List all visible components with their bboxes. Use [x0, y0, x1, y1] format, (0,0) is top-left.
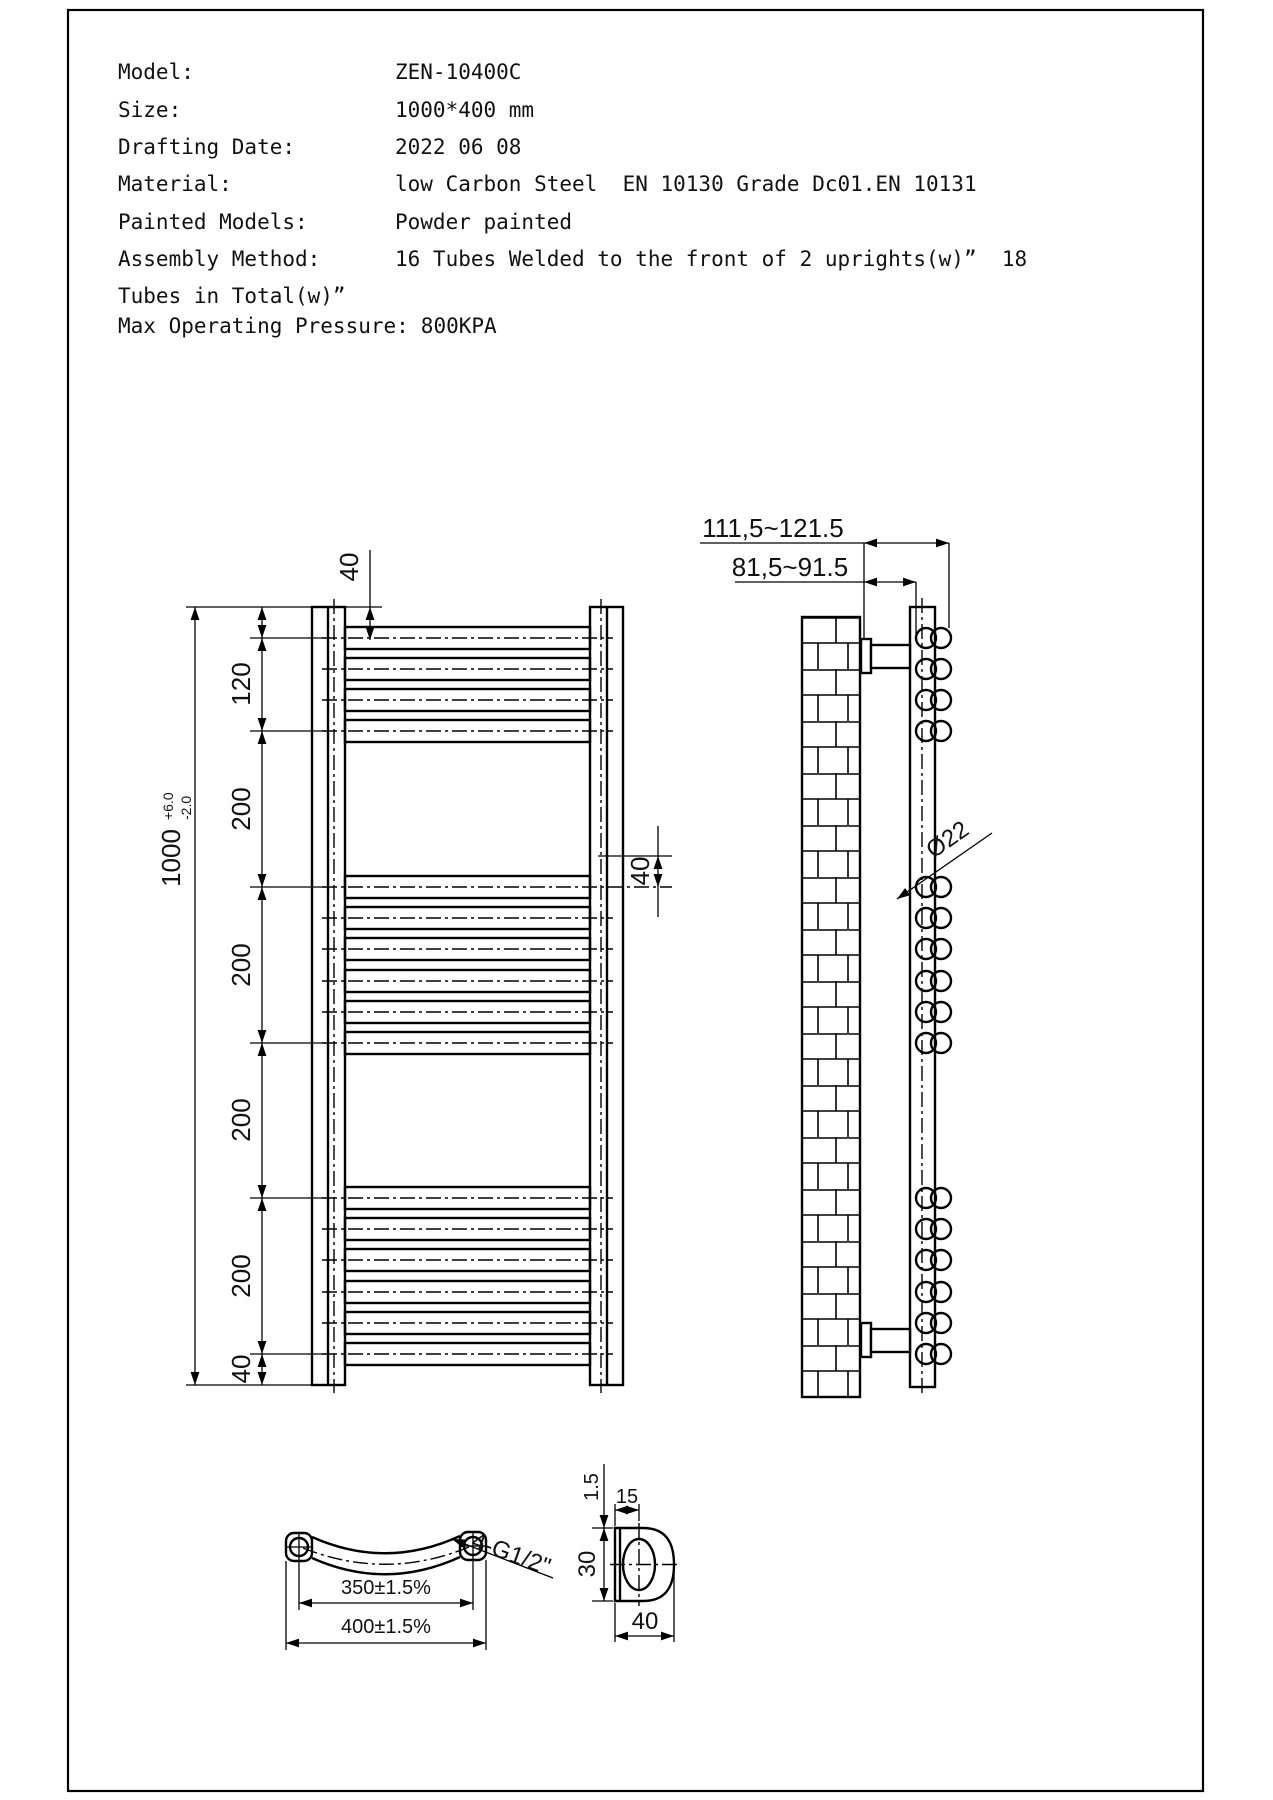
spec-label: Model:	[118, 60, 194, 84]
front-top-spacing-value: 40	[334, 552, 364, 582]
tube-diameter-label: Ø22	[921, 815, 975, 864]
detail-dim-1-5: 1.5	[581, 1473, 603, 1501]
side-view	[700, 513, 992, 1397]
chain-dim-200: 200	[226, 1254, 256, 1298]
plan-left-fitting	[286, 1533, 312, 1561]
spec-value: 16 Tubes Welded to the front of 2 uprights(w)” 18	[395, 247, 1028, 271]
spec-label: Painted Models:	[118, 210, 308, 234]
spec-value: 2022 06 08	[395, 135, 522, 159]
side-dim-wall-to-center: 81,5~91.5	[731, 552, 849, 582]
spec-label: Material:	[118, 172, 232, 196]
front-tube-group-bottom	[322, 1187, 613, 1365]
front-pitch-value: 40	[625, 856, 655, 886]
spec-label: Size:	[118, 98, 182, 122]
wall-bracket-top	[861, 639, 910, 673]
front-overall-tol-minus: -2.0	[178, 795, 194, 820]
spec-assembly-continuation: Tubes in Total(w)”	[118, 284, 346, 308]
spec-label: Assembly Method:	[118, 247, 321, 271]
plan-dim-overall: 400±1.5%	[341, 1616, 431, 1638]
wall-section	[802, 617, 860, 1397]
front-extension-lines	[186, 607, 672, 1385]
plan-dim-centres: 350±1.5%	[341, 1577, 431, 1599]
front-overall-tol-plus: +6.0	[160, 792, 176, 820]
spec-value: 1000*400 mm	[395, 98, 535, 122]
front-chain-dimensions	[226, 607, 262, 1385]
chain-dim-200: 200	[226, 943, 256, 987]
chain-dim-200: 200	[226, 787, 256, 831]
front-tube-group-top	[322, 627, 613, 742]
detail-dim-30: 30	[574, 1550, 601, 1578]
spec-label: Drafting Date:	[118, 135, 296, 159]
chain-dim-120: 120	[226, 662, 256, 706]
spec-value: ZEN-10400C	[395, 60, 522, 84]
detail-view	[574, 1464, 679, 1642]
sheet-border	[68, 10, 1203, 1791]
spec-label: Max Operating Pressure:	[118, 314, 409, 338]
front-pitch-dimension	[625, 826, 658, 917]
front-overall-dimension	[156, 607, 195, 1385]
spec-value: 800KPA	[420, 314, 497, 338]
front-overall-value: 1000	[156, 829, 186, 887]
thread-label: 4-G1/2"	[467, 1527, 555, 1581]
wall-bracket-bottom	[861, 1323, 910, 1357]
detail-dim-40: 40	[631, 1608, 659, 1635]
detail-dim-15: 15	[615, 1486, 639, 1508]
chain-dim-40: 40	[226, 1354, 256, 1384]
plan-dimensions	[286, 1527, 554, 1650]
front-tube-group-middle	[322, 876, 672, 1054]
spec-value: Powder painted	[395, 210, 573, 234]
plan-curved-tube	[303, 1536, 469, 1574]
spec-value: low Carbon Steel EN 10130 Grade Dc01.EN 10131	[395, 172, 977, 196]
front-view	[156, 550, 672, 1393]
side-dim-wall-to-outer: 111,5~121.5	[702, 513, 844, 543]
chain-dim-200: 200	[226, 1098, 256, 1142]
plan-view	[286, 1527, 554, 1650]
